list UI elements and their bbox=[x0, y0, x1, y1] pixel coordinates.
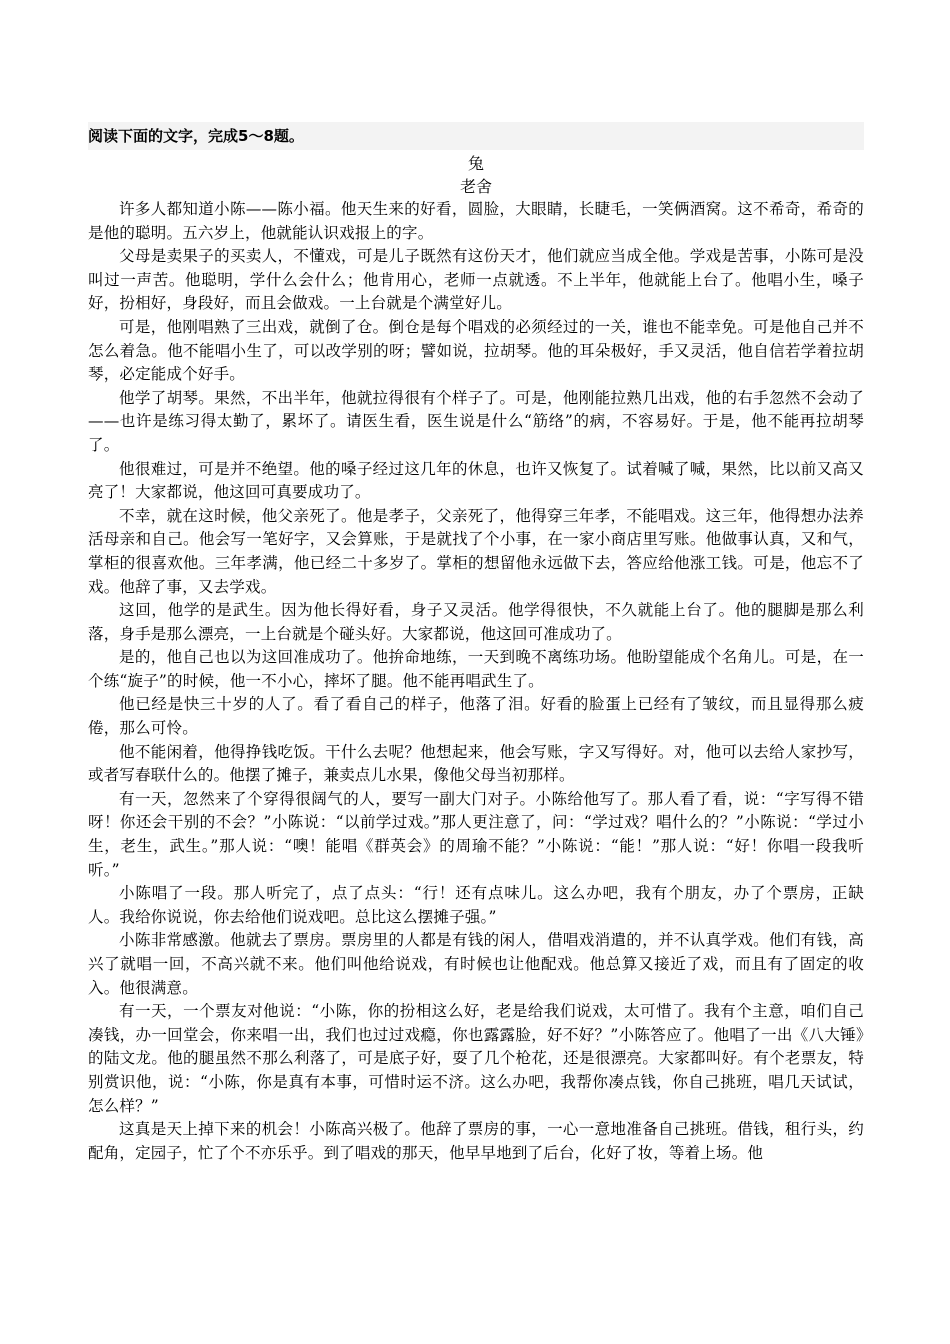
story-title: 兔 bbox=[467, 154, 484, 173]
paragraph: 他不能闲着，他得挣钱吃饭。干什么去呢？他想起来，他会写账，字又写得好。对，他可以去给人家抄写，或者写春联什么的。他摆了摊子，兼卖点儿水果，像他父母当初那样。 bbox=[88, 742, 864, 785]
paragraph: 不幸，就在这时候，他父亲死了。他是孝子，父亲死了，他得穿三年孝，不能唱戏。这三年，他得想办法养活母亲和自己。他会写一笔好字，又会算账，于是就找了个小事，在一家小商店里写账。他做事认真，又和气，掌柜的很喜欢他。三年孝满，他已经二十多岁了。掌柜的想留他永远做下去，答应给他涨工钱。可是，他忘不了戏。他辞了事，又去学戏。 bbox=[88, 506, 864, 596]
paragraph: 他已经是快三十岁的人了。看了看自己的样子，他落了泪。好看的脸蛋上已经有了皱纹，而且显得那么疲倦，那么可怜。 bbox=[88, 695, 864, 738]
paragraph: 他很难过，可是并不绝望。他的嗓子经过这几年的休息，也许又恢复了。试着喊了喊，果然，比以前又高又亮了！大家都说，他这回可真要成功了。 bbox=[88, 459, 864, 502]
paragraph: 有一天，忽然来了个穿得很阔气的人，要写一副大门对子。小陈给他写了。那人看了看，说：“字写得不错呀！你还会干别的不会？”小陈说：“以前学过戏。”那人更注意了，问：“学过戏？唱什么的？”小陈说：“学过小生，老生，武生。”那人说：“噢！能唱《群英会》的周瑜不能？”小陈说：“能！”那人说：“好！你唱一段我听听。” bbox=[88, 789, 864, 879]
paragraph: 可是，他刚唱熟了三出戏，就倒了仓。倒仓是每个唱戏的必须经过的一关，谁也不能幸免。可是他自己并不怎么着急。他不能唱小生了，可以改学别的呀；譬如说，拉胡琴。他的耳朵极好，手又灵活，他自信若学着拉胡琴，必定能成个好手。 bbox=[88, 317, 864, 384]
question-instruction: 阅读下面的文字，完成5～8题。 bbox=[88, 122, 864, 150]
paragraph: 父母是卖果子的买卖人，不懂戏，可是儿子既然有这份天才，他们就应当成全他。学戏是苦事，小陈可是没叫过一声苦。他聪明，学什么会什么；他肯用心，老师一点就透。不上半年，他就能上台了。他唱小生，嗓子好，扮相好，身段好，而且会做戏。一上台就是个满堂好儿。 bbox=[88, 247, 864, 313]
paragraph: 有一天，一个票友对他说：“小陈，你的扮相这么好，老是给我们说戏，太可惜了。我有个主意，咱们自己凑钱，办一回堂会，你来唱一出，我们也过过戏瘾，你也露露脸，好不好？”小陈答应了。他唱了一出《八大锤》的陆文龙。他的腿虽然不那么利落了，可是底子好，耍了几个枪花，还是很漂亮。大家都叫好。有个老票友，特别赏识他，说：“小陈，你是真有本事，可惜时运不济。这么办吧，我帮你凑点钱，你自己挑班，唱几天试试，怎么样？” bbox=[88, 1002, 864, 1115]
paragraph: 小陈唱了一段。那人听完了，点了点头：“行！还有点味儿。这么办吧，我有个朋友，办了个票房，正缺人。我给你说说，你去给他们说戏吧。总比这么摆摊子强。” bbox=[88, 884, 864, 926]
story-author: 老舍 bbox=[459, 177, 492, 196]
paragraph: 这回，他学的是武生。因为他长得好看，身子又灵活。他学得很快，不久就能上台了。他的腿脚是那么利落，身手是那么漂亮，一上台就是个碰头好。大家都说，他这回可准成功了。 bbox=[88, 601, 864, 643]
paragraph: 小陈非常感激。他就去了票房。票房里的人都是有钱的闲人，借唱戏消遣的，并不认真学戏。他们有钱，高兴了就唱一回，不高兴就不来。他们叫他给说戏，有时候也让他配戏。他总算又接近了戏，而且有了固定的收入。他很满意。 bbox=[88, 931, 864, 997]
paragraph: 他学了胡琴。果然，不出半年，他就拉得很有个样子了。可是，他刚能拉熟几出戏，他的右手忽然不会动了——也许是练习得太勤了，累坏了。请医生看，医生说是什么“筋络”的病，不容易好。于是，他不能再拉胡琴了。 bbox=[88, 388, 864, 454]
paragraph: 这真是天上掉下来的机会！小陈高兴极了。他辞了票房的事，一心一意地准备自己挑班。借钱，租行头，约配角，定园子，忙了个不亦乐乎。到了唱戏的那天，他早早地到了后台，化好了妆，等着上场。他 bbox=[88, 1120, 864, 1162]
paragraph: 是的，他自己也以为这回准成功了。他拚命地练，一天到晚不离练功场。他盼望能成个名角儿。可是，在一个练“旋子”的时候，他一不小心，摔坏了腿。他不能再唱武生了。 bbox=[88, 648, 864, 690]
document-page bbox=[88, 122, 864, 1165]
paragraph: 许多人都知道小陈——陈小福。他天生来的好看，圆脸，大眼睛，长睫毛，一笑俩酒窝。这不希奇，希奇的是他的聪明。五六岁上，他就能认识戏报上的字。 bbox=[88, 200, 864, 242]
story-body bbox=[88, 198, 864, 1165]
